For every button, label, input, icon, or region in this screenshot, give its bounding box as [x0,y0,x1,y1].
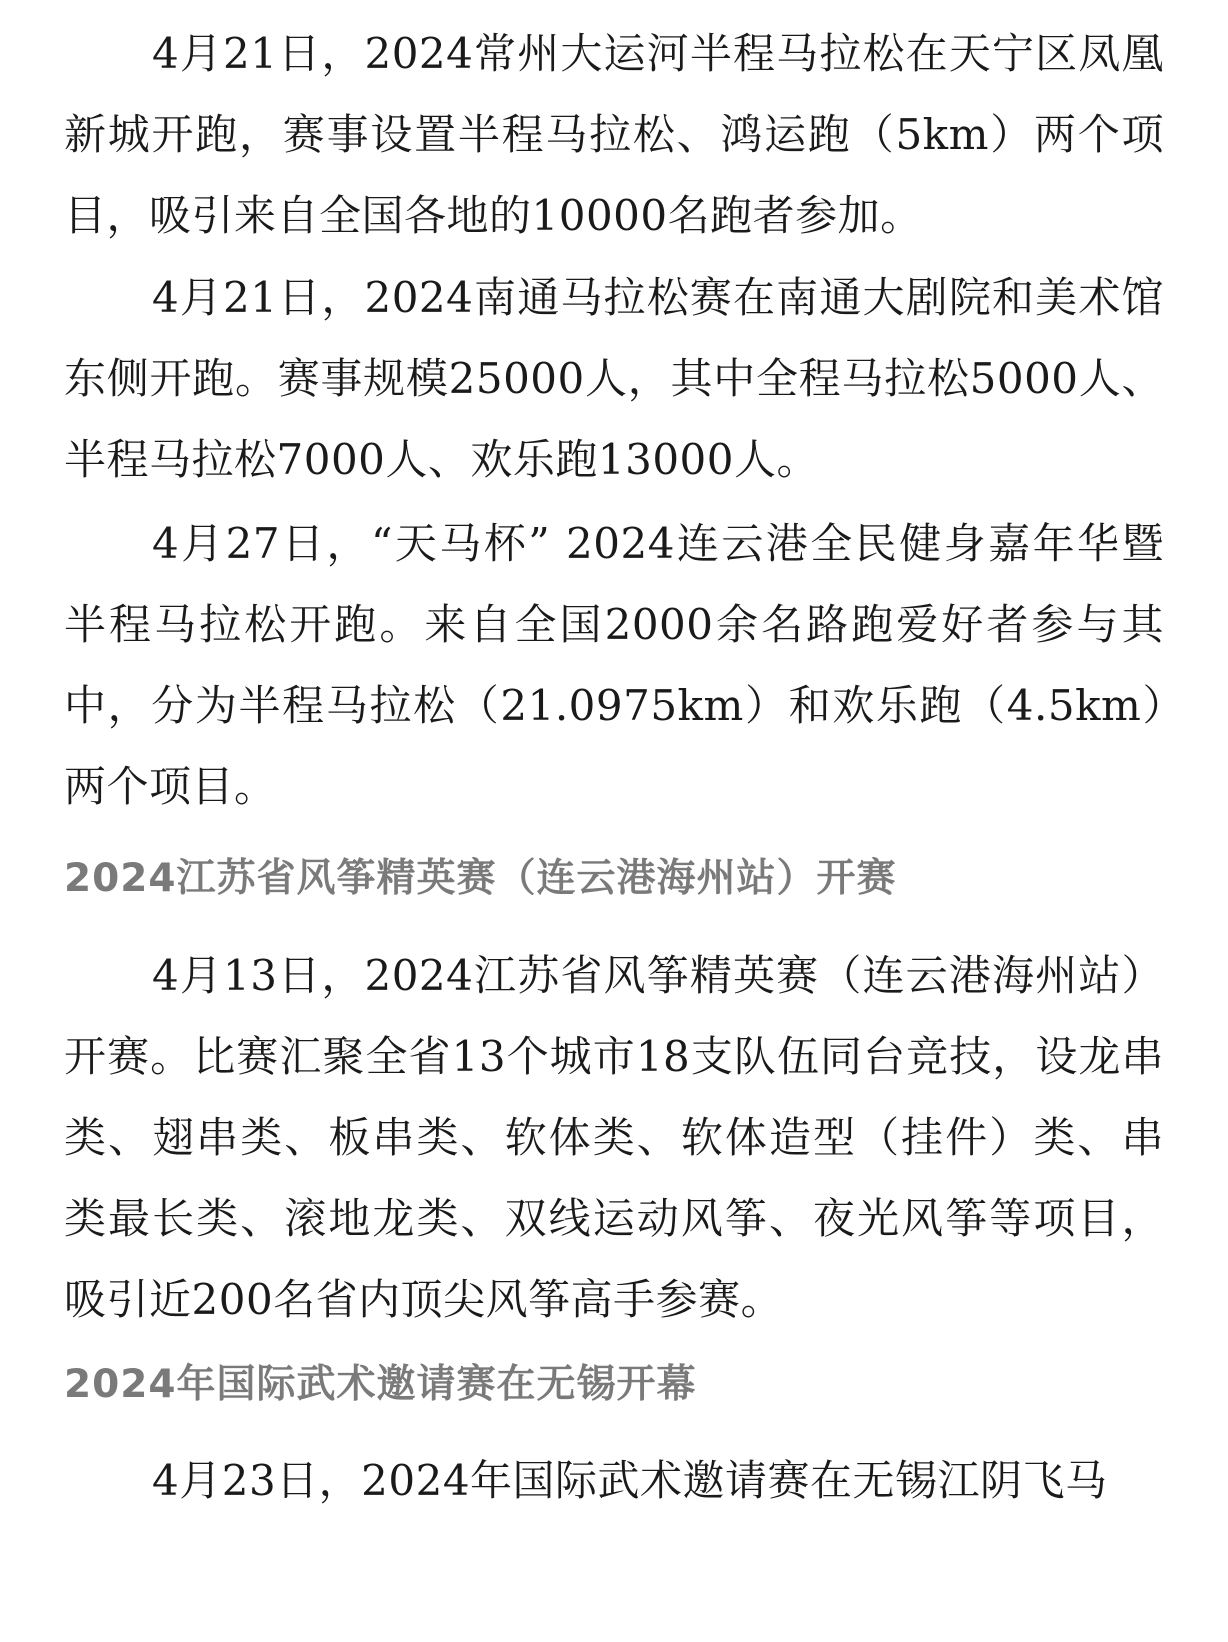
paragraph-lianyungang-half-marathon: 4月27日，“天马杯” 2024连云港全民健身嘉年华暨半程马拉松开跑。来自全国2000余名路跑爱好者参与其中，分为半程马拉松（21.0975km）和欢乐跑（4.5km）两个项目。 [64,519,1164,811]
section-heading-wushu-invitational: 2024年国际武术邀请赛在无锡开幕 [64,1362,697,1407]
paragraph-wushu-invitational: 4月23日，2024年国际武术邀请赛在无锡江阴飞马 [152,1456,1108,1505]
paragraph-changzhou-half-marathon: 4月21日，2024常州大运河半程马拉松在天宁区凤凰新城开跑，赛事设置半程马拉松、鸿运跑（5km）两个项目，吸引来自全国各地的10000名跑者参加。 [64,29,1164,240]
section-heading-kite-competition: 2024江苏省风筝精英赛（连云港海州站）开赛 [64,856,897,901]
paragraph-nantong-marathon: 4月21日，2024南通马拉松赛在南通大剧院和美术馆东侧开跑。赛事规模25000人，其中全程马拉松5000人、半程马拉松7000人、欢乐跑13000人。 [64,273,1164,484]
paragraph-kite-competition: 4月13日，2024江苏省风筝精英赛（连云港海州站）开赛。比赛汇聚全省13个城市18支队伍同台竞技，设龙串类、翅串类、板串类、软体类、软体造型（挂件）类、串类最长类、滚地龙类、双线运动风筝、夜光风筝等项目，吸引近200名省内顶尖风筝高手参赛。 [64,951,1164,1324]
